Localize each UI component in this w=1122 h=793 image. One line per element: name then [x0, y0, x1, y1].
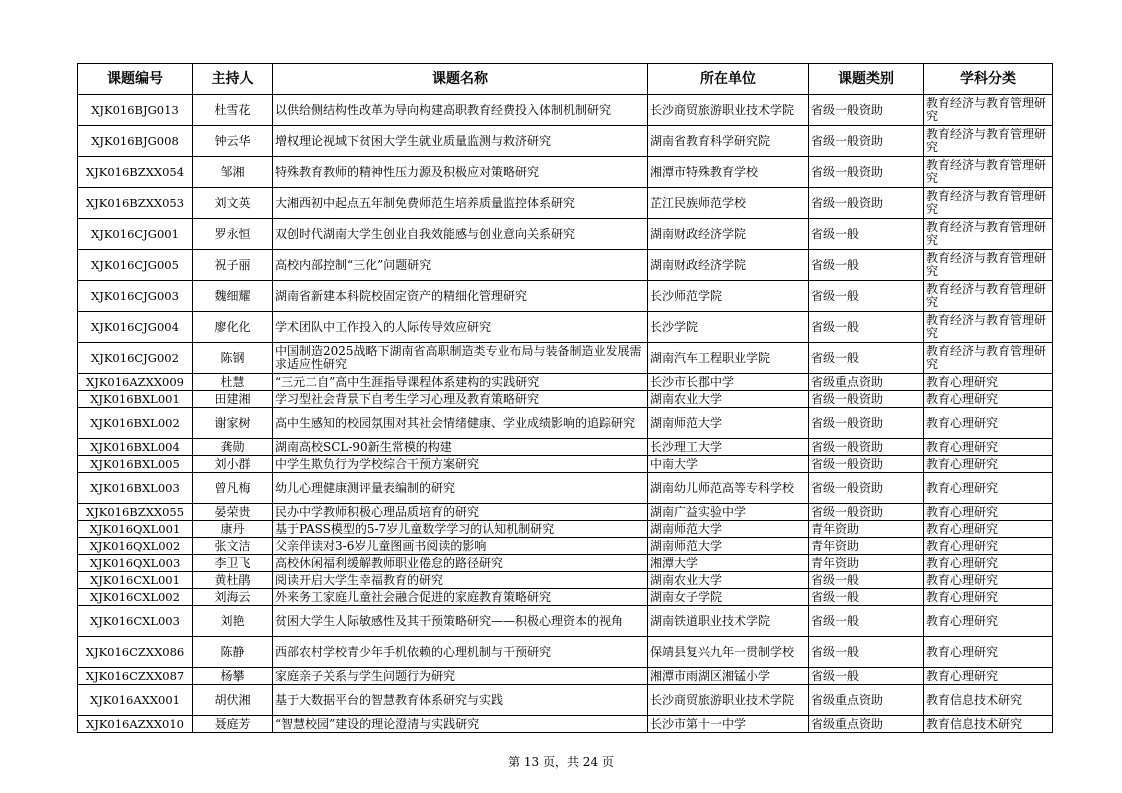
- category-cell: 省级一般: [809, 572, 924, 589]
- unit-cell: 湖南师范大学: [648, 538, 809, 555]
- unit-cell: 湖南师范大学: [648, 521, 809, 538]
- unit-cell: 湖南财政经济学院: [648, 219, 809, 250]
- unit-cell: 湘潭市雨湖区湘锰小学: [648, 668, 809, 685]
- table-row: [78, 281, 1053, 312]
- project-code-cell: XJK016CXL002: [78, 589, 193, 606]
- unit-cell: 长沙市长郡中学: [648, 374, 809, 391]
- unit-cell: 湖南女子学院: [648, 589, 809, 606]
- table-row: [78, 408, 1053, 439]
- host-cell: 陈钢: [193, 343, 273, 374]
- project-code-cell: XJK016BXL001: [78, 391, 193, 408]
- project-code-cell: XJK016AZXX009: [78, 374, 193, 391]
- project-title-cell: 中国制造2025战略下湖南省高职制造类专业布局与装备制造业发展需求适应性研究: [273, 343, 648, 374]
- subject-cell: 教育心理研究: [924, 606, 1053, 637]
- project-code-cell: XJK016CJG001: [78, 219, 193, 250]
- unit-cell: 湖南汽车工程职业学院: [648, 343, 809, 374]
- host-cell: 廖化化: [193, 312, 273, 343]
- project-code-cell: XJK016CZXX087: [78, 668, 193, 685]
- unit-cell: 湘潭大学: [648, 555, 809, 572]
- table-row: [78, 521, 1053, 538]
- project-code-cell: XJK016BXL005: [78, 456, 193, 473]
- unit-cell: 湖南铁道职业技术学院: [648, 606, 809, 637]
- host-cell: 罗永恒: [193, 219, 273, 250]
- table-row: [78, 685, 1053, 716]
- host-cell: 刘海云: [193, 589, 273, 606]
- host-cell: 钟云华: [193, 126, 273, 157]
- project-code-cell: XJK016CJG003: [78, 281, 193, 312]
- project-title-cell: 阅读开启大学生幸福教育的研究: [273, 572, 648, 589]
- header-category: 课题类别: [809, 64, 924, 95]
- header-project-title: 课题名称: [273, 64, 648, 95]
- unit-cell: 湖南师范大学: [648, 408, 809, 439]
- category-cell: 省级一般资助: [809, 439, 924, 456]
- project-code-cell: XJK016BZXX054: [78, 157, 193, 188]
- project-code-cell: XJK016BJG008: [78, 126, 193, 157]
- unit-cell: 湖南幼儿师范高等专科学校: [648, 473, 809, 504]
- header-host: 主持人: [193, 64, 273, 95]
- category-cell: 省级一般: [809, 312, 924, 343]
- project-code-cell: XJK016CJG002: [78, 343, 193, 374]
- subject-cell: 教育心理研究: [924, 504, 1053, 521]
- subject-cell: 教育心理研究: [924, 408, 1053, 439]
- project-code-cell: XJK016AZXX010: [78, 716, 193, 733]
- project-title-cell: 高校休闲福利缓解教师职业倦怠的路径研究: [273, 555, 648, 572]
- project-title-cell: 基于大数据平台的智慧教育体系研究与实践: [273, 685, 648, 716]
- host-cell: 李卫飞: [193, 555, 273, 572]
- project-title-cell: 高中生感知的校园氛围对其社会情绪健康、学业成绩影响的追踪研究: [273, 408, 648, 439]
- table-row: [78, 250, 1053, 281]
- unit-cell: 湖南农业大学: [648, 391, 809, 408]
- host-cell: 谢家树: [193, 408, 273, 439]
- subject-cell: 教育信息技术研究: [924, 716, 1053, 733]
- subject-cell: 教育经济与教育管理研究: [924, 281, 1053, 312]
- unit-cell: 保靖县复兴九年一贯制学校: [648, 637, 809, 668]
- project-code-cell: XJK016BXL003: [78, 473, 193, 504]
- category-cell: 省级一般资助: [809, 504, 924, 521]
- project-code-cell: XJK016CJG004: [78, 312, 193, 343]
- table-row: [78, 538, 1053, 555]
- host-cell: 曾凡梅: [193, 473, 273, 504]
- header-subject: 学科分类: [924, 64, 1053, 95]
- unit-cell: 长沙商贸旅游职业技术学院: [648, 95, 809, 126]
- host-cell: 胡伏湘: [193, 685, 273, 716]
- category-cell: 省级一般: [809, 250, 924, 281]
- unit-cell: 湘潭市特殊教育学校: [648, 157, 809, 188]
- unit-cell: 中南大学: [648, 456, 809, 473]
- subject-cell: 教育经济与教育管理研究: [924, 157, 1053, 188]
- header-project-code: 课题编号: [78, 64, 193, 95]
- project-code-cell: XJK016QXL002: [78, 538, 193, 555]
- subject-cell: 教育心理研究: [924, 456, 1053, 473]
- unit-cell: 长沙理工大学: [648, 439, 809, 456]
- project-code-cell: XJK016BXL004: [78, 439, 193, 456]
- project-title-cell: 特殊教育教师的精神性压力源及积极应对策略研究: [273, 157, 648, 188]
- project-title-cell: 高校内部控制“三化”问题研究: [273, 250, 648, 281]
- project-title-cell: 幼儿心理健康测评量表编制的研究: [273, 473, 648, 504]
- table-row: [78, 157, 1053, 188]
- category-cell: 省级重点资助: [809, 374, 924, 391]
- table-row: [78, 95, 1053, 126]
- header-unit: 所在单位: [648, 64, 809, 95]
- category-cell: 省级一般: [809, 281, 924, 312]
- project-title-cell: 西部农村学校青少年手机依赖的心理机制与干预研究: [273, 637, 648, 668]
- category-cell: 省级一般资助: [809, 95, 924, 126]
- project-code-cell: XJK016QXL003: [78, 555, 193, 572]
- host-cell: 邹湘: [193, 157, 273, 188]
- subject-cell: 教育心理研究: [924, 572, 1053, 589]
- table-row: [78, 572, 1053, 589]
- project-title-cell: 以供给侧结构性改革为导向构建高职教育经费投入体制机制研究: [273, 95, 648, 126]
- host-cell: 刘艳: [193, 606, 273, 637]
- project-code-cell: XJK016QXL001: [78, 521, 193, 538]
- table-row: [78, 391, 1053, 408]
- project-title-cell: “智慧校园”建设的理论澄清与实践研究: [273, 716, 648, 733]
- project-title-cell: 学术团队中工作投入的人际传导效应研究: [273, 312, 648, 343]
- project-title-cell: 中学生欺负行为学校综合干预方案研究: [273, 456, 648, 473]
- subject-cell: 教育心理研究: [924, 374, 1053, 391]
- subject-cell: 教育心理研究: [924, 439, 1053, 456]
- project-code-cell: XJK016BXL002: [78, 408, 193, 439]
- category-cell: 省级一般资助: [809, 126, 924, 157]
- host-cell: 晏荣贵: [193, 504, 273, 521]
- project-title-cell: 湖南省新建本科院校固定资产的精细化管理研究: [273, 281, 648, 312]
- project-table: [77, 63, 1053, 733]
- unit-cell: 湖南广益实验中学: [648, 504, 809, 521]
- unit-cell: 湖南财政经济学院: [648, 250, 809, 281]
- category-cell: 青年资助: [809, 555, 924, 572]
- host-cell: 刘小群: [193, 456, 273, 473]
- project-code-cell: XJK016CJG005: [78, 250, 193, 281]
- table-row: [78, 606, 1053, 637]
- host-cell: 杜雪花: [193, 95, 273, 126]
- host-cell: 陈静: [193, 637, 273, 668]
- table-row: [78, 456, 1053, 473]
- category-cell: 省级一般: [809, 606, 924, 637]
- subject-cell: 教育心理研究: [924, 555, 1053, 572]
- category-cell: 省级一般: [809, 343, 924, 374]
- subject-cell: 教育经济与教育管理研究: [924, 219, 1053, 250]
- project-code-cell: XJK016CZXX086: [78, 637, 193, 668]
- subject-cell: 教育经济与教育管理研究: [924, 343, 1053, 374]
- table-row: [78, 504, 1053, 521]
- category-cell: 省级一般: [809, 668, 924, 685]
- unit-cell: 长沙市第十一中学: [648, 716, 809, 733]
- project-code-cell: XJK016BZXX055: [78, 504, 193, 521]
- table-row: [78, 219, 1053, 250]
- subject-cell: 教育经济与教育管理研究: [924, 250, 1053, 281]
- table-row: [78, 589, 1053, 606]
- category-cell: 省级一般资助: [809, 188, 924, 219]
- project-title-cell: 双创时代湖南大学生创业自我效能感与创业意向关系研究: [273, 219, 648, 250]
- project-code-cell: XJK016BZXX053: [78, 188, 193, 219]
- host-cell: 魏细耀: [193, 281, 273, 312]
- table-row: [78, 343, 1053, 374]
- table-row: [78, 126, 1053, 157]
- subject-cell: 教育心理研究: [924, 589, 1053, 606]
- category-cell: 省级一般资助: [809, 473, 924, 504]
- host-cell: 龚勋: [193, 439, 273, 456]
- table-row: [78, 637, 1053, 668]
- table-row: [78, 716, 1053, 733]
- project-title-cell: 增权理论视域下贫困大学生就业质量监测与救济研究: [273, 126, 648, 157]
- project-title-cell: 基于PASS模型的5-7岁儿童数学学习的认知机制研究: [273, 521, 648, 538]
- table-row: [78, 439, 1053, 456]
- unit-cell: 长沙商贸旅游职业技术学院: [648, 685, 809, 716]
- unit-cell: 长沙师范学院: [648, 281, 809, 312]
- category-cell: 省级一般: [809, 637, 924, 668]
- project-title-cell: 贫困大学生人际敏感性及其干预策略研究——积极心理资本的视角: [273, 606, 648, 637]
- table-row: [78, 188, 1053, 219]
- table-row: [78, 374, 1053, 391]
- unit-cell: 湖南省教育科学研究院: [648, 126, 809, 157]
- category-cell: 青年资助: [809, 521, 924, 538]
- category-cell: 省级一般资助: [809, 456, 924, 473]
- project-title-cell: 外来务工家庭儿童社会融合促进的家庭教育策略研究: [273, 589, 648, 606]
- category-cell: 青年资助: [809, 538, 924, 555]
- subject-cell: 教育心理研究: [924, 521, 1053, 538]
- subject-cell: 教育心理研究: [924, 473, 1053, 504]
- project-title-cell: “三元二自”高中生涯指导课程体系建构的实践研究: [273, 374, 648, 391]
- host-cell: 祝子丽: [193, 250, 273, 281]
- page-number: 第 13 页，共 24 页: [508, 755, 614, 769]
- category-cell: 省级一般资助: [809, 408, 924, 439]
- subject-cell: 教育心理研究: [924, 637, 1053, 668]
- project-title-cell: 湖南高校SCL-90新生常模的构建: [273, 439, 648, 456]
- unit-cell: 芷江民族师范学校: [648, 188, 809, 219]
- subject-cell: 教育心理研究: [924, 668, 1053, 685]
- project-title-cell: 大湘西初中起点五年制免费师范生培养质量监控体系研究: [273, 188, 648, 219]
- subject-cell: 教育信息技术研究: [924, 685, 1053, 716]
- project-title-cell: 家庭亲子关系与学生问题行为研究: [273, 668, 648, 685]
- table-row: [78, 555, 1053, 572]
- category-cell: 省级重点资助: [809, 716, 924, 733]
- table-row: [78, 473, 1053, 504]
- subject-cell: 教育经济与教育管理研究: [924, 95, 1053, 126]
- unit-cell: 湖南农业大学: [648, 572, 809, 589]
- subject-cell: 教育心理研究: [924, 538, 1053, 555]
- project-code-cell: XJK016CXL003: [78, 606, 193, 637]
- subject-cell: 教育经济与教育管理研究: [924, 312, 1053, 343]
- project-code-cell: XJK016BJG013: [78, 95, 193, 126]
- host-cell: 康丹: [193, 521, 273, 538]
- table-row: [78, 668, 1053, 685]
- category-cell: 省级一般资助: [809, 391, 924, 408]
- host-cell: 黄杜鹃: [193, 572, 273, 589]
- unit-cell: 长沙学院: [648, 312, 809, 343]
- host-cell: 田建湘: [193, 391, 273, 408]
- subject-cell: 教育经济与教育管理研究: [924, 126, 1053, 157]
- category-cell: 省级一般资助: [809, 157, 924, 188]
- category-cell: 省级一般: [809, 219, 924, 250]
- header-row: [78, 64, 1053, 95]
- project-title-cell: 父亲伴读对3-6岁儿童图画书阅读的影响: [273, 538, 648, 555]
- project-code-cell: XJK016CXL001: [78, 572, 193, 589]
- table-row: [78, 312, 1053, 343]
- project-code-cell: XJK016AXX001: [78, 685, 193, 716]
- host-cell: 张文洁: [193, 538, 273, 555]
- host-cell: 聂庭芳: [193, 716, 273, 733]
- category-cell: 省级一般: [809, 589, 924, 606]
- project-title-cell: 学习型社会背景下自考生学习心理及教育策略研究: [273, 391, 648, 408]
- host-cell: 刘文英: [193, 188, 273, 219]
- host-cell: 杨攀: [193, 668, 273, 685]
- category-cell: 省级重点资助: [809, 685, 924, 716]
- subject-cell: 教育经济与教育管理研究: [924, 188, 1053, 219]
- subject-cell: 教育心理研究: [924, 391, 1053, 408]
- host-cell: 杜慧: [193, 374, 273, 391]
- project-title-cell: 民办中学教师积极心理品质培育的研究: [273, 504, 648, 521]
